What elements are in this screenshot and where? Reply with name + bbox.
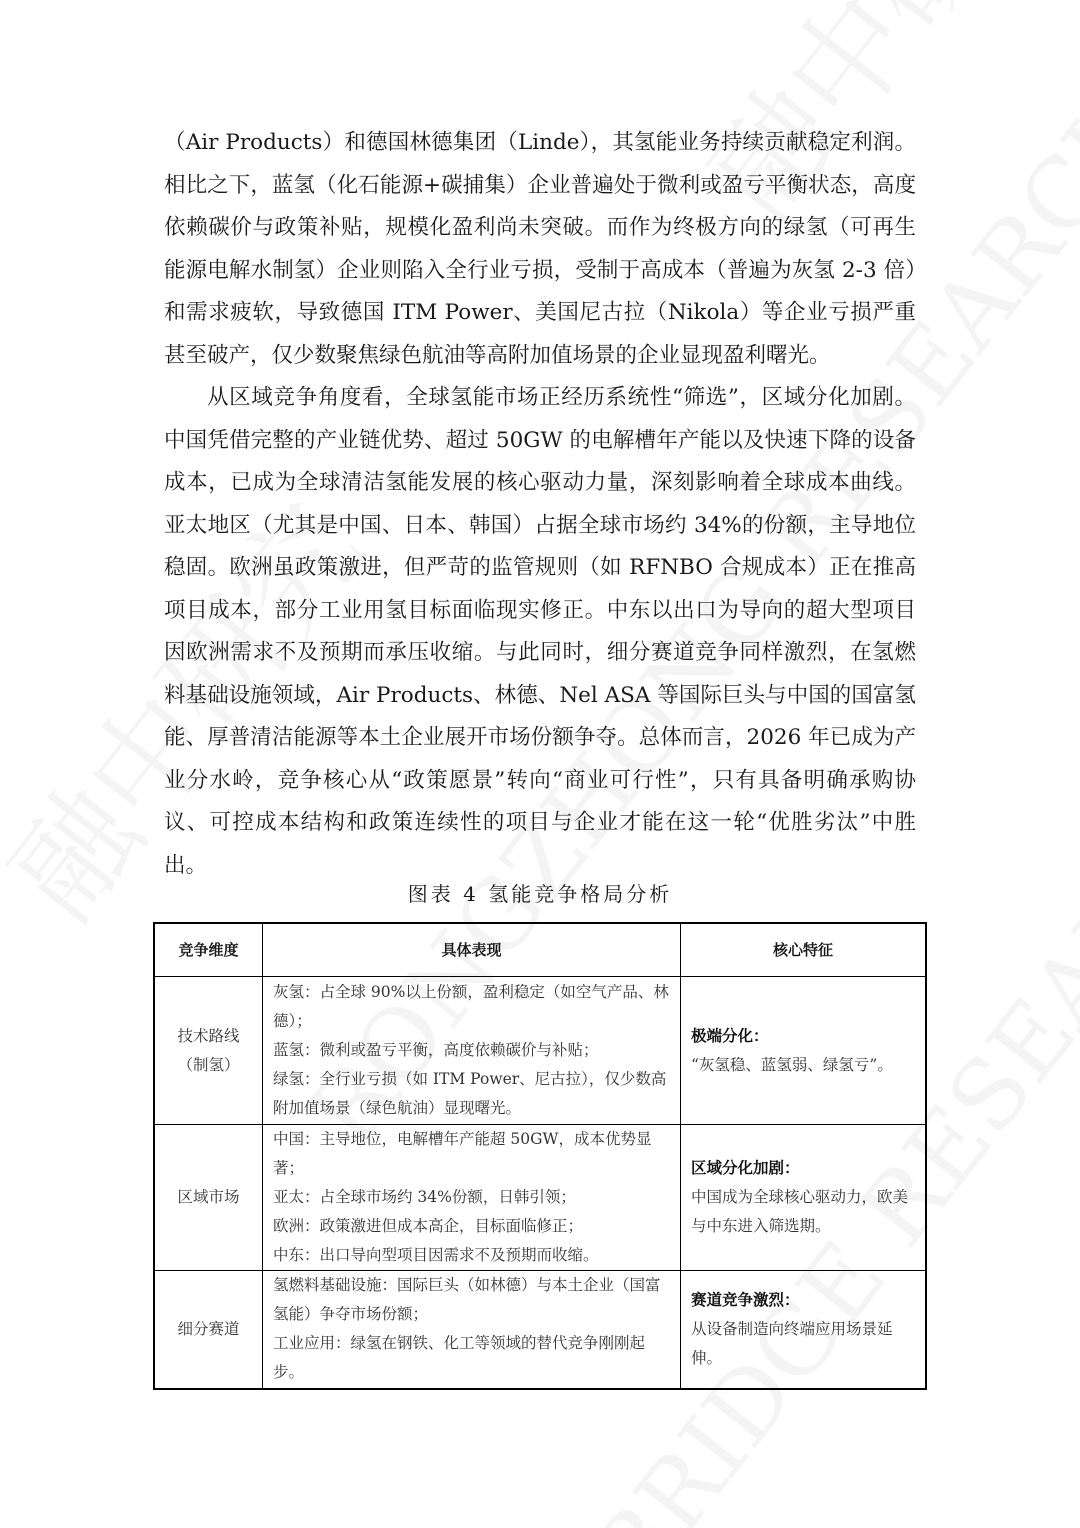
- paragraph: 从区域竞争角度看，全球氢能市场正经历系统性“筛选”，区域分化加剧。中国凭借完整的产业链优势、超过 50GW 的电解槽年产能以及快速下降的设备成本，已成为全球清洁氢能发展的核心驱动力量，深刻影响着全球成本曲线。亚太地区（尤其是中国、日本、韩国）占据全球市场约 34%的份额，主导地位稳固。欧洲虽政策激进，但严苛的监管规则（如 RFNBO 合规成本）正在推高项目成本，部分工业用氢目标面临现实修正。中东以出口为导向的超大型项目因欧洲需求不及预期而承压收缩。与此同时，细分赛道竞争同样激烈，在氢燃料基础设施领域，Air Products、林德、Nel ASA 等国际巨头与中国的国富氢能、厚普清洁能源等本土企业展开市场份额争夺。总体而言，2026 年已成为产业分水岭，竞争核心从“政策愿景”转向“商业可行性”，只有具备明确承购协议、可控成本结构和政策连续性的项目与企业才能在这一轮“优胜劣汰”中胜出。: [164, 385, 916, 878]
- dimension-cell: [154, 1125, 263, 1271]
- detail-line: 蓝氢：微利或盈亏平衡，高度依赖碳价与补贴；: [273, 1041, 599, 1059]
- detail-line: 中东：出口导向型项目因需求不及预期而收缩。: [273, 1246, 599, 1264]
- detail-line: 绿氢：全行业亏损（如 ITM Power、尼古拉），仅少数高附加值场景（绿色航油）显现曙光。: [273, 1070, 667, 1117]
- body-text: [164, 122, 916, 887]
- feature-title: 极端分化：: [691, 1026, 769, 1045]
- feature-title: 赛道竞争激烈：: [691, 1290, 800, 1309]
- detail-line: 工业应用：绿氢在钢铁、化工等领域的替代竞争刚刚起步。: [273, 1334, 646, 1382]
- detail-line: 中国：主导地位，电解槽年产能超 50GW，成本优势显著；: [273, 1130, 652, 1177]
- detail-line: 氢燃料基础设施：国际巨头（如林德）与本土企业（国富氢能）争夺市场份额；: [273, 1276, 661, 1324]
- feature-text: 从设备制造向终端应用场景延伸。: [691, 1319, 893, 1367]
- column-header: 核心特征: [681, 923, 927, 977]
- table-row: [154, 977, 926, 1125]
- detail-cell: [263, 977, 681, 1125]
- detail-cell: [263, 1125, 681, 1271]
- detail-line: 亚太：占全球市场约 34%份额，日韩引领；: [273, 1188, 576, 1206]
- table-row: [154, 1271, 926, 1389]
- detail-line: 欧洲：政策激进但成本高企，目标面临修正；: [273, 1217, 584, 1235]
- dimension-label: 区域市场: [177, 1188, 240, 1206]
- paragraph: （Air Products）和德国林德集团（Linde），其氢能业务持续贡献稳定利润。相比之下，蓝氢（化石能源+碳捕集）企业普遍处于微利或盈亏平衡状态，高度依赖碳价与政策补贴，规模化盈利尚未突破。而作为终极方向的绿氢（可再生能源电解水制氢）企业则陷入全行业亏损，受制于高成本（普遍为灰氢 2-3 倍）和需求疲软，导致德国 ITM Power、美国尼古拉（Nikola）等企业亏损严重甚至破产，仅少数聚焦绿色航油等高附加值场景的企业显现盈利曙光。: [164, 130, 916, 368]
- dimension-cell: [154, 977, 263, 1125]
- feature-title: 区域分化加剧：: [691, 1159, 800, 1177]
- dimension-cell: [154, 1271, 263, 1389]
- table-header-row: [154, 923, 926, 977]
- dimension-label: 细分赛道: [177, 1319, 240, 1338]
- feature-cell: [681, 1271, 927, 1389]
- table-caption: 图表 4 氢能竞争格局分析: [407, 882, 673, 906]
- feature-text: 中国成为全球核心驱动力，欧美与中东进入筛选期。: [691, 1188, 909, 1235]
- column-header: 具体表现: [263, 923, 681, 977]
- feature-text: “灰氢稳、蓝氢弱、绿氢亏”。: [691, 1055, 893, 1074]
- feature-cell: [681, 1125, 927, 1271]
- detail-cell: [263, 1271, 681, 1389]
- table-row: [154, 1125, 926, 1271]
- competition-table: [153, 922, 927, 1390]
- dimension-label: 技术路线（制氢）: [177, 1026, 240, 1074]
- feature-cell: [681, 977, 927, 1125]
- column-header: 竞争维度: [154, 923, 263, 977]
- detail-line: 灰氢：占全球 90%以上份额，盈利稳定（如空气产品、林德）；: [273, 983, 669, 1030]
